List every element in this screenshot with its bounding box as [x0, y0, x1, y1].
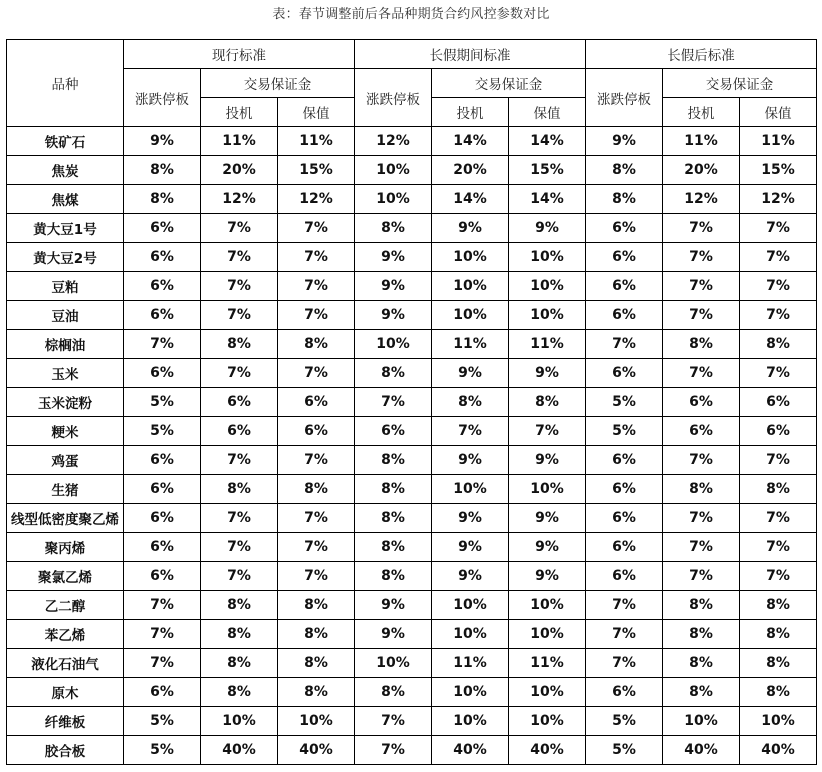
value-cell: 6% — [124, 678, 201, 707]
value-cell: 7% — [201, 214, 278, 243]
value-cell: 7% — [201, 359, 278, 388]
value-cell: 6% — [586, 446, 663, 475]
value-cell: 6% — [740, 417, 817, 446]
value-cell: 6% — [586, 272, 663, 301]
table-row — [7, 707, 817, 736]
value-cell: 40% — [509, 736, 586, 765]
value-cell: 5% — [124, 417, 201, 446]
value-cell: 10% — [509, 707, 586, 736]
value-cell: 7% — [278, 272, 355, 301]
value-cell: 6% — [124, 446, 201, 475]
value-cell: 6% — [663, 388, 740, 417]
table-row — [7, 301, 817, 330]
value-cell: 7% — [201, 272, 278, 301]
value-cell: 7% — [740, 301, 817, 330]
value-cell: 6% — [586, 678, 663, 707]
value-cell: 7% — [201, 446, 278, 475]
header-margin: 交易保证金 — [432, 69, 586, 98]
value-cell: 8% — [278, 620, 355, 649]
variety-name: 聚丙烯 — [7, 533, 124, 562]
header-limit: 涨跌停板 — [355, 69, 432, 127]
value-cell: 6% — [586, 504, 663, 533]
value-cell: 7% — [201, 504, 278, 533]
value-cell: 9% — [355, 620, 432, 649]
value-cell: 9% — [432, 359, 509, 388]
variety-name: 玉米淀粉 — [7, 388, 124, 417]
table-caption: 表：春节调整前后各品种期货合约风控参数对比 — [272, 7, 550, 22]
value-cell: 7% — [278, 446, 355, 475]
value-cell: 10% — [432, 301, 509, 330]
value-cell: 8% — [663, 591, 740, 620]
header-hedge: 保值 — [509, 98, 586, 127]
value-cell: 15% — [740, 156, 817, 185]
table-row — [7, 678, 817, 707]
value-cell: 5% — [586, 736, 663, 765]
table-row — [7, 127, 817, 156]
value-cell: 7% — [740, 243, 817, 272]
variety-name: 豆油 — [7, 301, 124, 330]
value-cell: 6% — [355, 417, 432, 446]
value-cell: 8% — [201, 475, 278, 504]
variety-name: 焦煤 — [7, 185, 124, 214]
value-cell: 11% — [663, 127, 740, 156]
value-cell: 9% — [124, 127, 201, 156]
header-margin: 交易保证金 — [201, 69, 355, 98]
value-cell: 10% — [432, 707, 509, 736]
value-cell: 8% — [740, 475, 817, 504]
value-cell: 6% — [124, 475, 201, 504]
value-cell: 8% — [355, 678, 432, 707]
value-cell: 7% — [278, 243, 355, 272]
value-cell: 20% — [663, 156, 740, 185]
table-row — [7, 330, 817, 359]
value-cell: 20% — [201, 156, 278, 185]
value-cell: 20% — [432, 156, 509, 185]
table-row — [7, 185, 817, 214]
value-cell: 14% — [432, 185, 509, 214]
variety-name: 苯乙烯 — [7, 620, 124, 649]
value-cell: 8% — [355, 562, 432, 591]
value-cell: 7% — [201, 301, 278, 330]
value-cell: 14% — [509, 127, 586, 156]
table-row — [7, 504, 817, 533]
value-cell: 10% — [355, 156, 432, 185]
variety-name: 胶合板 — [7, 736, 124, 765]
value-cell: 10% — [663, 707, 740, 736]
value-cell: 10% — [509, 272, 586, 301]
value-cell: 6% — [586, 243, 663, 272]
value-cell: 10% — [201, 707, 278, 736]
value-cell: 7% — [740, 214, 817, 243]
header-variety: 品种 — [7, 40, 124, 127]
table-row — [7, 736, 817, 765]
value-cell: 8% — [740, 620, 817, 649]
value-cell: 8% — [586, 156, 663, 185]
value-cell: 8% — [201, 330, 278, 359]
value-cell: 7% — [355, 707, 432, 736]
value-cell: 6% — [124, 272, 201, 301]
value-cell: 9% — [509, 359, 586, 388]
value-cell: 8% — [663, 475, 740, 504]
header-limit: 涨跌停板 — [124, 69, 201, 127]
value-cell: 10% — [432, 678, 509, 707]
value-cell: 7% — [740, 562, 817, 591]
value-cell: 7% — [201, 243, 278, 272]
value-cell: 6% — [124, 301, 201, 330]
value-cell: 10% — [432, 243, 509, 272]
value-cell: 8% — [355, 533, 432, 562]
value-cell: 7% — [740, 446, 817, 475]
value-cell: 8% — [663, 620, 740, 649]
variety-name: 线型低密度聚乙烯 — [7, 504, 124, 533]
table-row — [7, 417, 817, 446]
value-cell: 12% — [201, 185, 278, 214]
value-cell: 8% — [740, 330, 817, 359]
value-cell: 6% — [586, 562, 663, 591]
table-row — [7, 214, 817, 243]
value-cell: 7% — [586, 649, 663, 678]
value-cell: 40% — [201, 736, 278, 765]
value-cell: 7% — [278, 562, 355, 591]
value-cell: 8% — [124, 185, 201, 214]
risk-parameters-table — [6, 39, 817, 765]
value-cell: 5% — [124, 388, 201, 417]
value-cell: 7% — [124, 620, 201, 649]
table-row — [7, 359, 817, 388]
value-cell: 10% — [432, 591, 509, 620]
table-row — [7, 272, 817, 301]
value-cell: 5% — [586, 707, 663, 736]
table-row — [7, 620, 817, 649]
value-cell: 9% — [509, 533, 586, 562]
value-cell: 9% — [432, 446, 509, 475]
table-row — [7, 591, 817, 620]
value-cell: 6% — [586, 301, 663, 330]
value-cell: 7% — [509, 417, 586, 446]
value-cell: 7% — [663, 504, 740, 533]
value-cell: 11% — [432, 330, 509, 359]
value-cell: 11% — [432, 649, 509, 678]
value-cell: 15% — [509, 156, 586, 185]
value-cell: 7% — [278, 533, 355, 562]
value-cell: 5% — [586, 417, 663, 446]
header-group-after: 长假后标准 — [586, 40, 817, 69]
value-cell: 6% — [124, 533, 201, 562]
table-row — [7, 649, 817, 678]
header-speculation: 投机 — [432, 98, 509, 127]
value-cell: 8% — [278, 649, 355, 678]
value-cell: 8% — [740, 678, 817, 707]
value-cell: 8% — [740, 649, 817, 678]
value-cell: 6% — [124, 243, 201, 272]
value-cell: 8% — [278, 678, 355, 707]
table-row — [7, 446, 817, 475]
value-cell: 10% — [509, 243, 586, 272]
value-cell: 7% — [278, 504, 355, 533]
value-cell: 5% — [124, 736, 201, 765]
value-cell: 7% — [586, 591, 663, 620]
value-cell: 10% — [740, 707, 817, 736]
value-cell: 8% — [124, 156, 201, 185]
header-limit: 涨跌停板 — [586, 69, 663, 127]
value-cell: 8% — [663, 649, 740, 678]
table-row — [7, 475, 817, 504]
value-cell: 6% — [124, 504, 201, 533]
value-cell: 9% — [355, 272, 432, 301]
value-cell: 10% — [509, 678, 586, 707]
value-cell: 10% — [509, 475, 586, 504]
value-cell: 6% — [586, 214, 663, 243]
value-cell: 8% — [278, 591, 355, 620]
value-cell: 7% — [355, 736, 432, 765]
value-cell: 7% — [740, 272, 817, 301]
value-cell: 8% — [355, 504, 432, 533]
table-body — [7, 127, 817, 765]
value-cell: 7% — [278, 359, 355, 388]
value-cell: 40% — [432, 736, 509, 765]
table-row — [7, 388, 817, 417]
value-cell: 14% — [432, 127, 509, 156]
value-cell: 6% — [663, 417, 740, 446]
table-row — [7, 156, 817, 185]
value-cell: 11% — [509, 649, 586, 678]
value-cell: 7% — [124, 330, 201, 359]
header-hedge: 保值 — [278, 98, 355, 127]
value-cell: 12% — [740, 185, 817, 214]
value-cell: 7% — [201, 533, 278, 562]
value-cell: 8% — [278, 475, 355, 504]
value-cell: 7% — [278, 214, 355, 243]
value-cell: 9% — [355, 301, 432, 330]
value-cell: 8% — [586, 185, 663, 214]
value-cell: 6% — [740, 388, 817, 417]
value-cell: 6% — [586, 359, 663, 388]
table-row — [7, 533, 817, 562]
value-cell: 9% — [432, 504, 509, 533]
value-cell: 10% — [355, 330, 432, 359]
value-cell: 10% — [432, 272, 509, 301]
value-cell: 6% — [124, 359, 201, 388]
header-group-current: 现行标准 — [124, 40, 355, 69]
value-cell: 6% — [124, 214, 201, 243]
value-cell: 10% — [355, 185, 432, 214]
value-cell: 9% — [355, 243, 432, 272]
value-cell: 6% — [278, 388, 355, 417]
value-cell: 7% — [124, 649, 201, 678]
value-cell: 5% — [586, 388, 663, 417]
variety-name: 棕榈油 — [7, 330, 124, 359]
variety-name: 液化石油气 — [7, 649, 124, 678]
value-cell: 7% — [663, 272, 740, 301]
value-cell: 7% — [740, 533, 817, 562]
value-cell: 6% — [201, 388, 278, 417]
value-cell: 12% — [278, 185, 355, 214]
value-cell: 10% — [509, 591, 586, 620]
header-speculation: 投机 — [663, 98, 740, 127]
variety-name: 纤维板 — [7, 707, 124, 736]
value-cell: 7% — [278, 301, 355, 330]
variety-name: 焦炭 — [7, 156, 124, 185]
value-cell: 8% — [201, 649, 278, 678]
value-cell: 8% — [663, 678, 740, 707]
value-cell: 8% — [355, 214, 432, 243]
value-cell: 7% — [740, 359, 817, 388]
value-cell: 6% — [586, 533, 663, 562]
value-cell: 8% — [740, 591, 817, 620]
value-cell: 8% — [663, 330, 740, 359]
value-cell: 9% — [432, 533, 509, 562]
value-cell: 9% — [509, 214, 586, 243]
value-cell: 8% — [355, 446, 432, 475]
value-cell: 11% — [740, 127, 817, 156]
value-cell: 10% — [509, 620, 586, 649]
value-cell: 11% — [509, 330, 586, 359]
value-cell: 8% — [432, 388, 509, 417]
value-cell: 10% — [432, 620, 509, 649]
variety-name: 玉米 — [7, 359, 124, 388]
value-cell: 8% — [201, 620, 278, 649]
value-cell: 7% — [586, 330, 663, 359]
variety-name: 鸡蛋 — [7, 446, 124, 475]
value-cell: 10% — [432, 475, 509, 504]
value-cell: 8% — [201, 591, 278, 620]
variety-name: 粳米 — [7, 417, 124, 446]
value-cell: 7% — [663, 562, 740, 591]
variety-name: 生猪 — [7, 475, 124, 504]
value-cell: 7% — [663, 301, 740, 330]
value-cell: 7% — [740, 504, 817, 533]
value-cell: 6% — [201, 417, 278, 446]
variety-name: 豆粕 — [7, 272, 124, 301]
value-cell: 9% — [509, 562, 586, 591]
value-cell: 9% — [509, 446, 586, 475]
value-cell: 7% — [663, 533, 740, 562]
variety-name: 黄大豆2号 — [7, 243, 124, 272]
value-cell: 10% — [278, 707, 355, 736]
header-hedge: 保值 — [740, 98, 817, 127]
value-cell: 7% — [201, 562, 278, 591]
value-cell: 9% — [432, 214, 509, 243]
header-group-holiday: 长假期间标准 — [355, 40, 586, 69]
value-cell: 6% — [124, 562, 201, 591]
value-cell: 7% — [432, 417, 509, 446]
variety-name: 铁矿石 — [7, 127, 124, 156]
value-cell: 10% — [509, 301, 586, 330]
value-cell: 10% — [355, 649, 432, 678]
value-cell: 7% — [663, 214, 740, 243]
value-cell: 9% — [509, 504, 586, 533]
value-cell: 9% — [586, 127, 663, 156]
value-cell: 7% — [663, 446, 740, 475]
header-margin: 交易保证金 — [663, 69, 817, 98]
variety-name: 黄大豆1号 — [7, 214, 124, 243]
value-cell: 11% — [278, 127, 355, 156]
value-cell: 6% — [278, 417, 355, 446]
value-cell: 8% — [355, 475, 432, 504]
value-cell: 15% — [278, 156, 355, 185]
header-speculation: 投机 — [201, 98, 278, 127]
value-cell: 8% — [355, 359, 432, 388]
value-cell: 5% — [124, 707, 201, 736]
value-cell: 6% — [586, 475, 663, 504]
value-cell: 8% — [201, 678, 278, 707]
value-cell: 7% — [663, 359, 740, 388]
value-cell: 40% — [740, 736, 817, 765]
value-cell: 7% — [586, 620, 663, 649]
value-cell: 40% — [278, 736, 355, 765]
value-cell: 11% — [201, 127, 278, 156]
table-row — [7, 562, 817, 591]
variety-name: 乙二醇 — [7, 591, 124, 620]
table-row — [7, 243, 817, 272]
value-cell: 14% — [509, 185, 586, 214]
value-cell: 12% — [355, 127, 432, 156]
value-cell: 8% — [509, 388, 586, 417]
value-cell: 40% — [663, 736, 740, 765]
value-cell: 9% — [432, 562, 509, 591]
value-cell: 7% — [663, 243, 740, 272]
value-cell: 9% — [355, 591, 432, 620]
value-cell: 12% — [663, 185, 740, 214]
variety-name: 原木 — [7, 678, 124, 707]
value-cell: 8% — [278, 330, 355, 359]
value-cell: 7% — [124, 591, 201, 620]
variety-name: 聚氯乙烯 — [7, 562, 124, 591]
value-cell: 7% — [355, 388, 432, 417]
